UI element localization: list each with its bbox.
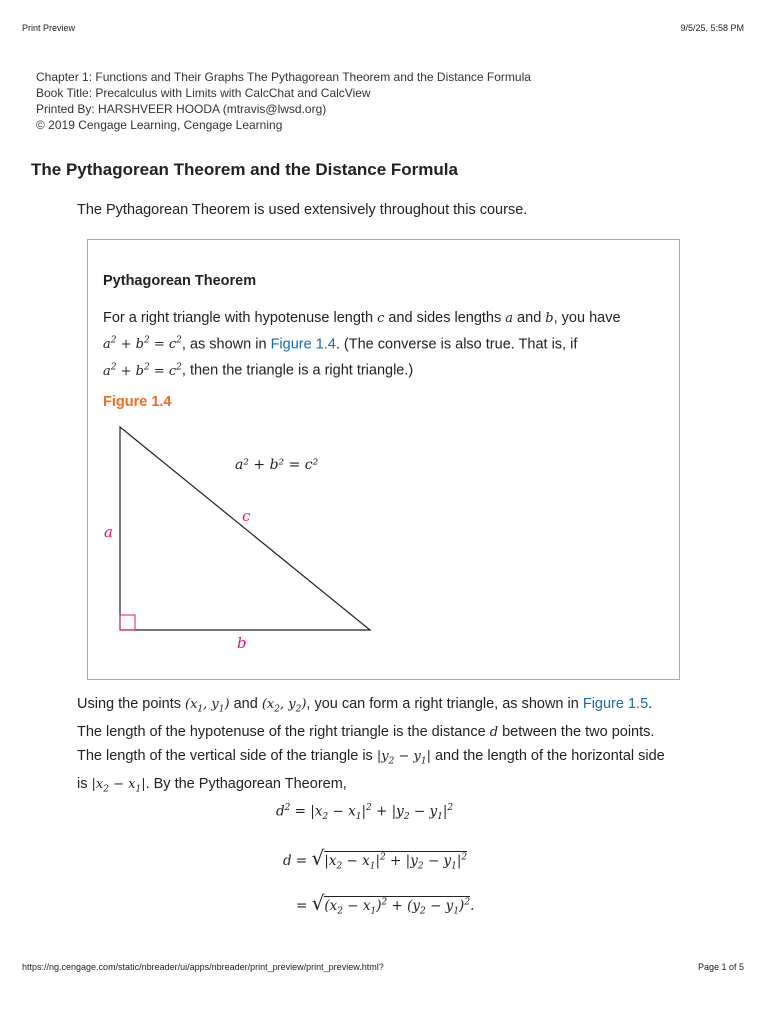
book-meta xyxy=(36,69,531,133)
copyright-line: © 2019 Cengage Learning, Cengage Learning xyxy=(36,118,283,132)
page-number: Page 1 of 5 xyxy=(697,962,744,972)
horizontal-side-expr: $|x_2 - x_1|$ xyxy=(91,776,146,795)
theorem-text: For a right triangle with hypotenuse length c and sides lengths a and b, you have $a^2 + b^2 = c^2$, as shown in Figure 1.4. (The converse is also true. That is, if $a^2 + b^2 = c^2$, then the triangle is a right triangle.) xyxy=(103,310,621,379)
point-2: ($x_2$, $y_2$) xyxy=(261,697,307,715)
distance-paragraph: Using the points ($x_1$, $y_1$) and ($x_2$, $y_2$), you can form a right triangle, as shown in Figure 1.5. The length of the hypotenuse of the right triangle is the distance d between the two points. The length of the vertical side of the triangle is $|y_2 - y_1|$ and the length of the horizontal side is $|x_2 - x_1|$. By the Pythagorean Theorem, xyxy=(77,696,665,795)
side-a-label: a xyxy=(104,523,113,541)
equation-d-squared: $d^2 = |x_2 - x_1|^2 + |y_2 - y_1|^2$ xyxy=(276,803,454,823)
var-c: c xyxy=(377,311,385,326)
pythagorean-equation-converse: $a^2 + b^2 = c^2$ xyxy=(103,362,182,379)
print-timestamp: 9/5/25, 5:58 PM xyxy=(680,23,744,33)
print-preview-header: Print Preview xyxy=(22,23,76,33)
section-title: The Pythagorean Theorem and the Distance Formula xyxy=(31,160,458,179)
figure-1-4-link[interactable]: Figure 1.4 xyxy=(270,336,336,353)
book-title-line: Book Title: Precalculus with Limits with CalcChat and CalcView xyxy=(36,86,371,100)
right-triangle-figure xyxy=(95,420,395,660)
var-d: d xyxy=(489,725,499,741)
equation-d-expanded: = $√(x_2 - x_1)^2 + (y_2 - y_1)^2$. xyxy=(296,891,475,917)
right-angle-marker xyxy=(120,615,135,630)
footer-url: https://ng.cengage.com/static/nbreader/ui/apps/nbreader/print_preview/print_preview.html? xyxy=(22,962,384,972)
side-c-label: c xyxy=(242,507,251,525)
pythagorean-equation: $a^2 + b^2 = c^2$ xyxy=(103,336,182,353)
point-1: ($x_1$, $y_1$) xyxy=(185,697,230,715)
var-b: b xyxy=(545,311,554,326)
figure-equation: a² + b² = c² xyxy=(235,457,319,473)
equation-d: $d = √|x_2 - x_1|^2 + |y_2 - y_1|^2$ xyxy=(283,846,468,872)
intro-text: The Pythagorean Theorem is used extensively throughout this course. xyxy=(77,202,528,218)
figure-1-5-link[interactable]: Figure 1.5 xyxy=(582,696,649,712)
figure-label: Figure 1.4 xyxy=(103,394,172,410)
printed-by-line: Printed By: HARSHVEER HOODA (mtravis@lwsd.org) xyxy=(36,102,327,116)
var-a: a xyxy=(505,311,514,326)
side-b-label: b xyxy=(237,634,247,652)
theorem-title: Pythagorean Theorem xyxy=(103,273,257,289)
chapter-line: Chapter 1: Functions and Their Graphs The Pythagorean Theorem and the Distance Formula xyxy=(36,70,531,84)
vertical-side-expr: $|y_2 - y_1|$ xyxy=(376,748,431,767)
